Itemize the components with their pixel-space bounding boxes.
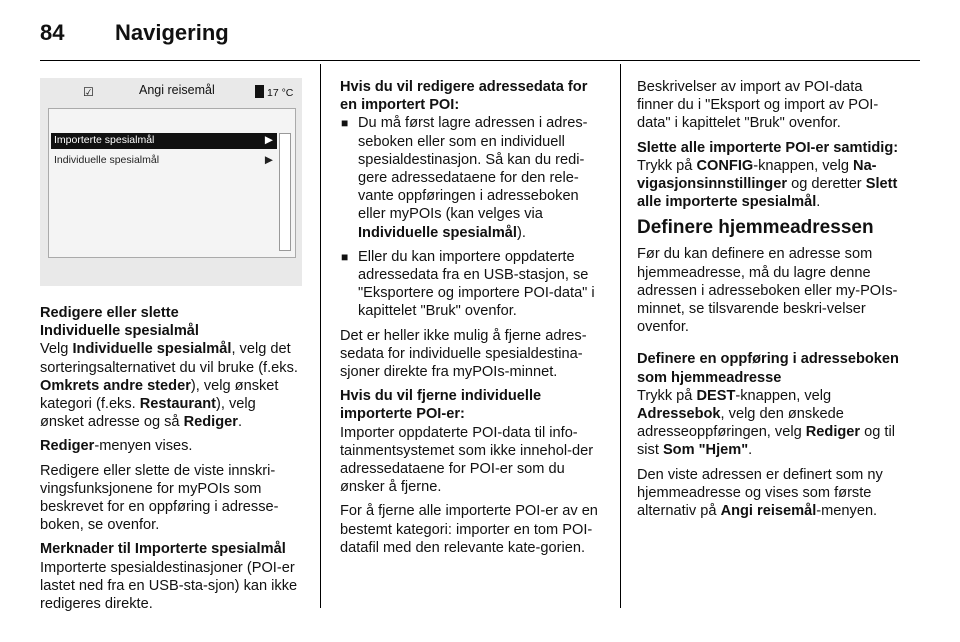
paragraph: Redigere eller slette de viste innskri-vingsfunksjonene for myPOIs som beskrevet for en oppføring i adresse-boken, se ovenfor. (40, 462, 279, 534)
screen-scrollbar[interactable] (279, 133, 291, 251)
check-circle-icon: ☑ (83, 85, 94, 99)
section-heading: Redigere eller slette Individuelle spesialmål (40, 305, 199, 340)
section-heading: Slette alle importerte POI-er samtidig: (637, 139, 899, 156)
header-rule (40, 60, 920, 61)
paragraph: Rediger-menyen vises. (40, 438, 193, 455)
paragraph: Importerte spesialdestinasjoner (POI-er lastet ned fra en USB-sta-sjon) kan ikke redigeres direkte. (40, 559, 298, 613)
paragraph: For å fjerne alle importerte POI-er av en bestemt kategori: importer en tom POI-datafil med den relevante kate-gorien. (340, 503, 598, 556)
arrow-right-icon: ▶ (264, 154, 273, 166)
page-title: Navigering (115, 20, 229, 45)
chapter-heading: Definere hjemmeadressen (637, 217, 874, 239)
paragraph: Det er heller ikke mulig å fjerne adres-sedata for individuelle spesialdestina-sjoner direkte fra myPOIs-minnet. (340, 327, 587, 381)
menu-item-individuelle[interactable] (51, 153, 277, 169)
column-separator (320, 64, 321, 608)
bullet-list (340, 114, 602, 320)
page-number: 84 (40, 20, 65, 45)
screen-image (40, 78, 302, 286)
column-2 (340, 78, 602, 563)
battery-icon (255, 85, 264, 98)
section-heading: Definere en oppføring i adresseboken som hjemmeadresse (637, 351, 899, 386)
column-separator (620, 64, 621, 608)
paragraph: Importer oppdaterte POI-data til info-tainmentsystemet som ikke innehol-der adressedataene for POI-er som du ønsker å fjerne. (340, 424, 594, 496)
section-heading: Hvis du vil redigere adressedata for en importert POI: (340, 79, 588, 114)
section-heading: Merknader til Importerte spesialmål (40, 541, 286, 558)
screen-temperature: 17 °C (267, 87, 294, 99)
list-item: ■ Du må først lagre adressen i adres-seboken eller som en individuell spesialdestinasjon. Så kan du redi-gere adressedataene for den rele-vante oppføringen i adresseboken eller myPOIs (kan velges via Individuelle spesialmål). (341, 115, 588, 241)
paragraph: Velg Individuelle spesialmål, velg det sorteringsalternativet du vil bruke (f.eks. Omkrets andre steder), velg ønsket kategori (f.eks. Restaurant), velg ønsket adresse og så Rediger. (40, 341, 298, 431)
paragraph: Trykk på DEST-knappen, velg Adressebok, velg den ønskede adresseoppføringen, velg Rediger og til sist Som "Hjem". (637, 387, 895, 459)
menu-item-label: Individuelle spesialmål (54, 154, 160, 166)
column-1 (40, 304, 302, 619)
paragraph: Den viste adressen er definert som ny hjemmeadresse og vises som første alternativ på Angi reisemål-menyen. (637, 466, 883, 520)
menu-item-importerte[interactable] (51, 133, 277, 149)
paragraph: Før du kan definere en adresse som hjemmeadresse, må du lagre denne adressen i adresseboken eller my-POIs-minnet, se tilsvarende beskri-velser ovenfor. (637, 246, 898, 336)
paragraph: Trykk på CONFIG-knappen, velg Na-vigasjonsinnstillinger og deretter Slett alle importerte spesialmål. (637, 157, 898, 211)
arrow-right-icon: ▶ (264, 134, 273, 146)
screen-menu-list (51, 133, 277, 249)
section-heading: Hvis du vil fjerne individuelle importerte POI-er: (340, 388, 542, 423)
menu-item-label: Importerte spesialmål (54, 134, 155, 146)
list-item: ■ Eller du kan importere oppdaterte adressedata fra en USB-stasjon, se "Eksportere og importere POI-data" i kapittelet "Bruk" ovenfor. (341, 248, 595, 320)
screen-title: Angi reisemål (139, 83, 215, 97)
screen-display (48, 83, 296, 258)
column-3 (637, 78, 902, 526)
paragraph: Beskrivelser av import av POI-data finner du i "Eksport og import av POI-data" i kapittelet "Bruk" ovenfor. (637, 79, 879, 132)
